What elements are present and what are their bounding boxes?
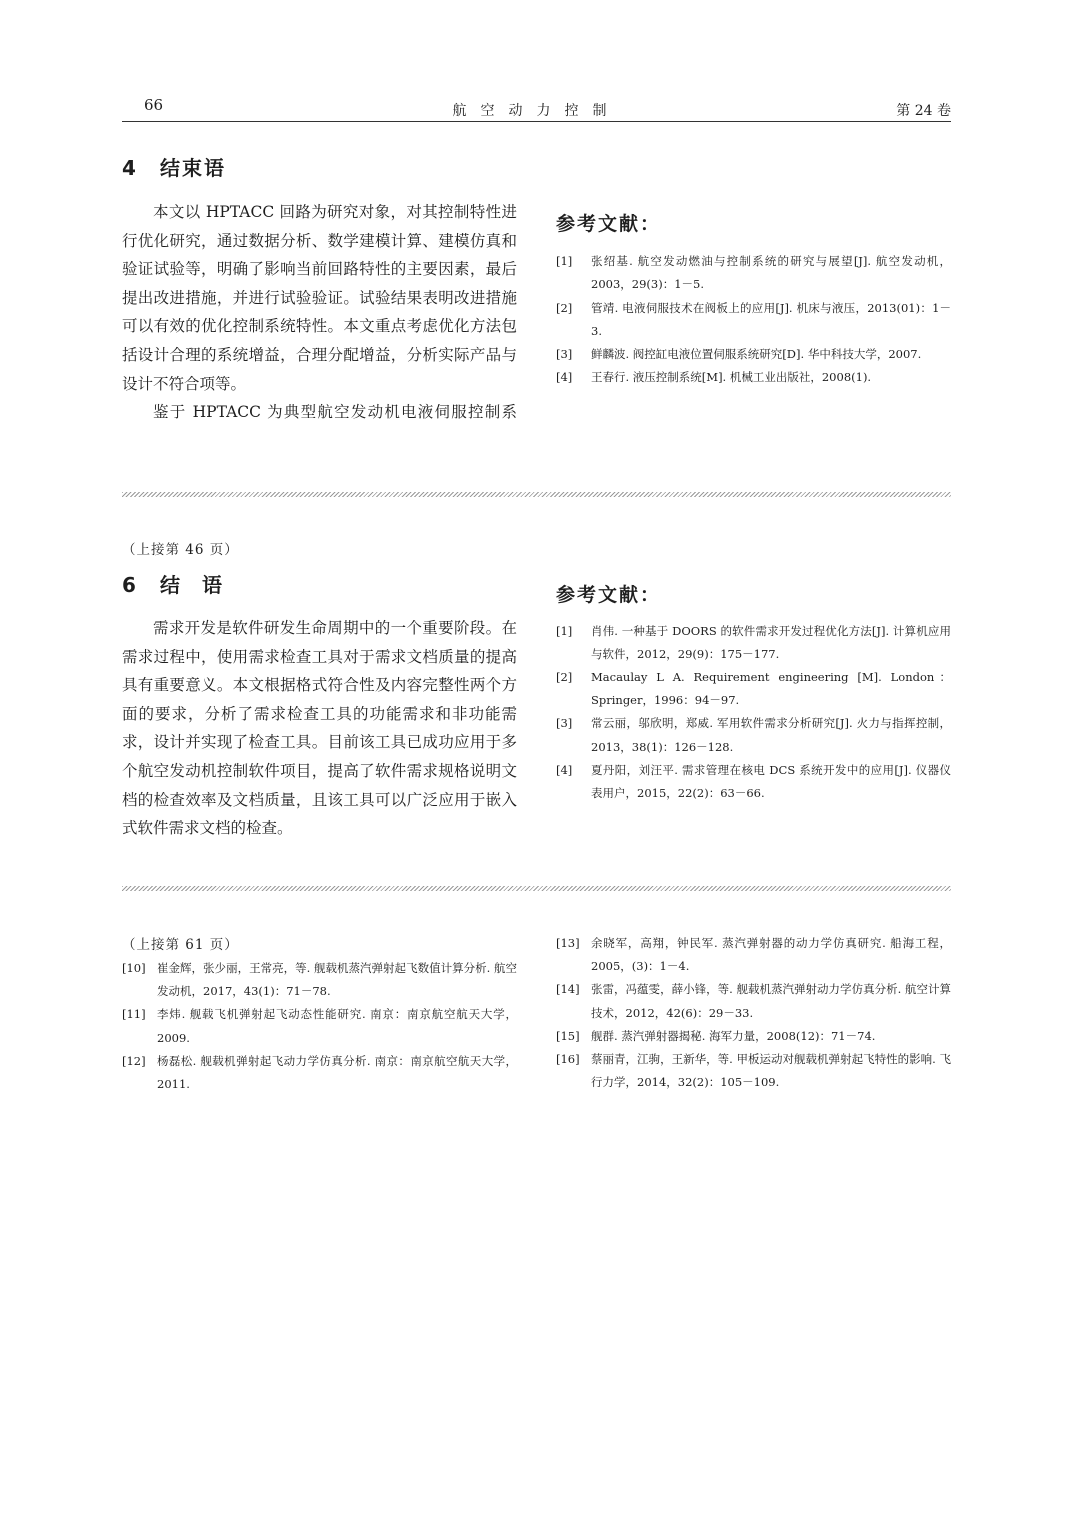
article2-continued-note: （上接第 46 页） [122, 542, 239, 558]
reference-item: [4] 王春行. 液压控制系统[M]. 机械工业出版社，2008(1). [556, 370, 872, 385]
article3-reference-list-right [556, 932, 951, 1094]
article3-continued-note: （上接第 61 页） [122, 937, 239, 953]
article1-section-number: 4 [122, 156, 136, 180]
reference-item: [1] 肖伟. 一种基于 DOORS 的软件需求开发过程优化方法[J]. 计算机应用与软件，2012，29(9)：175－177. [556, 623, 951, 661]
article3-left-column [122, 933, 517, 1096]
page-header [122, 96, 951, 122]
reference-item: [2] 管靖. 电液伺服技术在阀板上的应用[J]. 机床与液压，2013(01)：1－3. [556, 300, 951, 338]
article1-paragraph-2: 鉴于 HPTACC 为典型航空发动机电液伺服控制系 [153, 403, 517, 422]
reference-item: [1] 张绍基. 航空发动燃油与控制系统的研究与展望[J]. 航空发动机，2003，29(3)：1－5. [556, 254, 951, 292]
article2-paragraph-1-continued [556, 536, 951, 565]
article2-section-title: 结语 [160, 573, 244, 597]
article1-paragraph-1: 本文以 HPTACC 回路为研究对象，对其控制特性进行优化研究，通过数据分析、数学建模计算、建模仿真和验证试验等，明确了影响当前回路特性的主要因素，最后提出改进措施，并进行试验验证。试验结果表明改进措施可以有效的优化控制系统特性。本文重点考虑优化方法包括设计合理的系统增益，合理分配增益，分析实际产品与设计不符合项等。 [122, 203, 517, 393]
article1-reference-list [556, 250, 951, 389]
article1-section-title: 结束语 [160, 156, 226, 180]
article-separator-2 [122, 886, 951, 891]
volume-label: 第 24 卷 [896, 103, 951, 119]
header-rule [122, 121, 951, 122]
reference-item: [16] 蔡丽青，江驹，王新华，等. 甲板运动对舰载机弹射起飞特性的影响. 飞行力学，2014，32(2)：105－109. [556, 1052, 951, 1090]
article2-reference-list [556, 620, 951, 806]
article2-section-heading [122, 570, 517, 600]
reference-item: [3] 鲜麟波. 阀控缸电液位置伺服系统研究[D]. 华中科技大学，2007. [556, 347, 922, 361]
reference-item: [12] 杨磊松. 舰载机弹射起飞动力学仿真分析. 南京：南京航空航天大学，2011. [122, 1053, 517, 1092]
reference-item: [10] 崔金辉，张少丽，王常亮，等. 舰载机蒸汽弹射起飞数值计算分析. 航空发动机，2017，43(1)：71－78. [122, 961, 517, 999]
article2-paragraph-1: 需求开发是软件研发生命周期中的一个重要阶段。在需求过程中，使用需求检查工具对于需求文档质量的提高具有重要意义。本文根据格式符合性及内容完整性两个方面的要求，分析了需求检查工具的功能需求和非功能需求，设计并实现了检查工具。目前该工具已成功应用于多个航空发动机控制软件项目，提高了软件需求规格说明文档的检查效率及文档质量，且该工具可以广泛应用于嵌入式软件需求文档的检查。 [122, 619, 517, 838]
article1-references-heading: 参考文献： [556, 213, 662, 236]
article3-right-column [556, 932, 951, 1094]
article2-right-column [556, 536, 951, 805]
article1-right-column [556, 140, 951, 389]
reference-item: [3] 常云丽，邬欣明，郑威. 军用软件需求分析研究[J]. 火力与指挥控制，2013，38(1)：126－128. [556, 716, 951, 754]
article3-reference-list-left [122, 957, 517, 1096]
reference-item: [11] 李炜. 舰载飞机弹射起飞动态性能研究. 南京：南京航空航天大学，2009. [122, 1007, 517, 1045]
article2-left-column [122, 538, 517, 843]
article2-references-heading: 参考文献： [556, 583, 662, 606]
reference-item: [13] 余晓军，高翔，钟民军. 蒸汽弹射器的动力学仿真研究. 船海工程，2005，(3)：1－4. [556, 936, 951, 974]
article2-paragraph-1-part [122, 614, 517, 843]
article-separator-1 [122, 492, 951, 497]
reference-item: [14] 张雷，冯蕴雯，薛小锋，等. 舰载机蒸汽弹射动力学仿真分析. 航空计算技术，2012，42(6)：29－33. [556, 982, 951, 1020]
reference-item: [4] 夏丹阳，刘汪平. 需求管理在核电 DCS 系统开发中的应用[J]. 仪器仪表用户，2015，22(2)：63－66. [556, 762, 951, 801]
article1-left-column [122, 153, 517, 427]
article1-paragraph-2-continued [556, 140, 951, 197]
page-number: 66 [144, 96, 164, 114]
reference-item: [15] 舰群. 蒸汽弹射器揭秘. 海军力量，2008(12)：71－74. [556, 1028, 876, 1043]
reference-item: [2] Macaulay L A. Requirement engineering [M]. London：Springer，1996：94－97. [556, 670, 951, 708]
article2-section-number: 6 [122, 573, 136, 597]
article1-section-heading [122, 153, 517, 183]
journal-title: 航空动力控制 [452, 103, 621, 119]
